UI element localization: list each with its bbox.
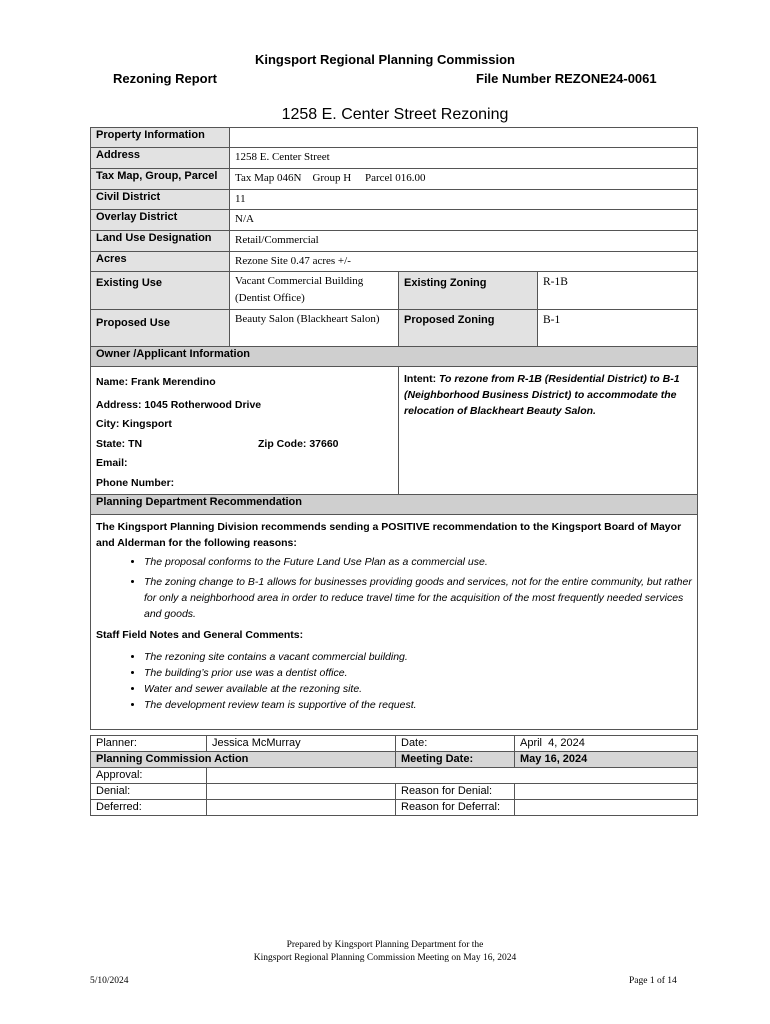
owner-email: Email: — [96, 457, 128, 469]
report-type: Rezoning Report — [113, 71, 217, 86]
taxmap-value: Tax Map 046N Group H Parcel 016.00 — [230, 169, 698, 190]
owner-state: State: TN — [96, 437, 143, 450]
signoff-table — [90, 735, 698, 816]
proposed-zoning-label: Proposed Zoning — [399, 310, 538, 347]
denial-reason-label: Reason for Denial: — [396, 784, 515, 800]
denial-label: Denial: — [91, 784, 207, 800]
existing-zoning-label: Existing Zoning — [399, 272, 538, 310]
note-item: • Water and sewer available at the rezoning site. — [144, 681, 692, 697]
civil-district-value: 11 — [230, 190, 698, 210]
intent-label: Intent: — [404, 373, 437, 385]
overlay-district-label: Overlay District — [91, 210, 230, 231]
deferral-reason-value[interactable] — [515, 800, 698, 816]
owner-address: Address: 1045 Rotherwood Drive — [96, 398, 262, 411]
commission-title: Kingsport Regional Planning Commission — [254, 52, 515, 67]
owner-phone: Phone Number: — [96, 476, 175, 489]
acres-label: Acres — [91, 252, 230, 272]
land-use-value: Retail/Commercial — [230, 231, 698, 252]
note-item: • The development review team is supportive of the request. — [144, 697, 692, 713]
intent-text: To rezone from R-1B (Residential District) to B-1 (Neighborhood Business District) to accommodate the relocation of Blackheart Beauty Salon. — [404, 373, 680, 417]
taxmap-label: Tax Map, Group, Parcel — [91, 169, 230, 190]
owner-zip: Zip Code: 37660 — [258, 437, 339, 450]
owner-name: Name: Frank Merendino — [96, 376, 216, 388]
property-section-label: Property Information — [91, 128, 230, 148]
existing-use-label: Existing Use — [91, 272, 230, 310]
land-use-label: Land Use Designation — [91, 231, 230, 252]
reasons-list — [96, 554, 692, 622]
deferred-label: Deferred: — [91, 800, 207, 816]
approval-value[interactable] — [207, 768, 698, 784]
file-number: File Number REZONE24-0061 — [476, 71, 657, 86]
approval-label: Approval: — [91, 768, 207, 784]
date-label: Date: — [396, 736, 515, 752]
note-item: • The rezoning site contains a vacant commercial building. — [144, 649, 692, 665]
denial-reason-value[interactable] — [515, 784, 698, 800]
action-label: Planning Commission Action — [91, 752, 396, 768]
deferral-reason-label: Reason for Deferral: — [396, 800, 515, 816]
property-section-blank — [230, 128, 698, 148]
recommendation-cell — [91, 515, 698, 730]
overlay-district-value: N/A — [230, 210, 698, 231]
recommendation-intro: The Kingsport Planning Division recommends sending a POSITIVE recommendation to the Kingsport Board of Mayor and Alderman for the following reasons: — [96, 521, 682, 549]
notes-list — [96, 649, 692, 713]
property-table — [90, 127, 698, 730]
owner-state-row — [96, 435, 393, 455]
meeting-date-label: Meeting Date: — [396, 752, 515, 768]
existing-zoning-value: R-1B — [538, 272, 698, 310]
deferred-value[interactable] — [207, 800, 396, 816]
proposed-use-label: Proposed Use — [91, 310, 230, 347]
date-value: April 4, 2024 — [515, 736, 698, 752]
note-item: • The building’s prior use was a dentist office. — [144, 665, 692, 681]
page-title: 1258 E. Center Street Rezoning — [281, 106, 509, 123]
reason-item: • The proposal conforms to the Future Land Use Plan as a commercial use. — [144, 554, 692, 570]
planner-label: Planner: — [91, 736, 207, 752]
planner-value: Jessica McMurray — [207, 736, 396, 752]
proposed-use-value: Beauty Salon (Blackheart Salon) — [230, 310, 399, 347]
page-number: Page 1 of 14 — [629, 976, 677, 986]
address-label: Address — [91, 148, 230, 169]
prepared-line-2: Kingsport Regional Planning Commission Meeting on May 16, 2024 — [253, 953, 517, 963]
footer-date: 5/10/2024 — [90, 976, 129, 986]
owner-info-cell — [91, 367, 399, 495]
existing-use-value: Vacant Commercial Building (Dentist Office) — [230, 272, 399, 310]
owner-city: City: Kingsport — [96, 418, 172, 430]
notes-label: Staff Field Notes and General Comments: — [96, 629, 304, 641]
recommendation-section-label: Planning Department Recommendation — [91, 495, 698, 515]
intent-cell — [399, 367, 698, 495]
civil-district-label: Civil District — [91, 190, 230, 210]
meeting-date-value: May 16, 2024 — [515, 752, 698, 768]
owner-section-label: Owner /Applicant Information — [91, 347, 698, 367]
proposed-zoning-value: B-1 — [538, 310, 698, 347]
address-value: 1258 E. Center Street — [230, 148, 698, 169]
reason-item: • The zoning change to B-1 allows for businesses providing goods and services, not for the entire community, but rather for only a neighborhood area in order to reduce travel time for the acquisition of the most frequently needed services and goods. — [144, 574, 692, 622]
denial-value[interactable] — [207, 784, 396, 800]
acres-value: Rezone Site 0.47 acres +/- — [230, 252, 698, 272]
prepared-line-1: Prepared by Kingsport Planning Department for the — [286, 940, 484, 950]
